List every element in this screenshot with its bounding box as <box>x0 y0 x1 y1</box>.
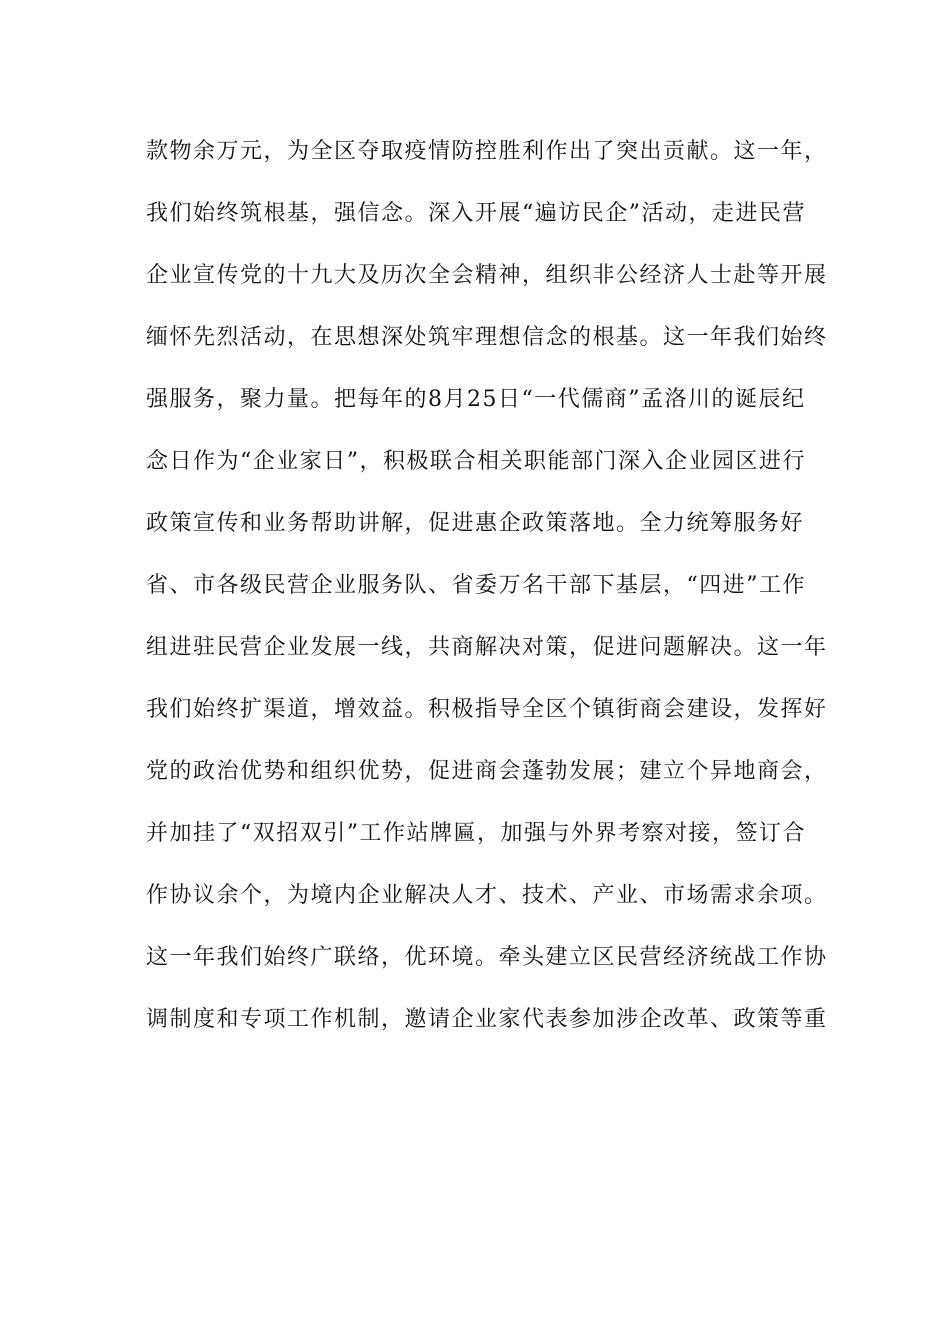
text-line: 调制度和专项工作机制，邀请企业家代表参加涉企改革、政策等重 <box>146 1007 828 1032</box>
text-line: 缅怀先烈活动，在思想深处筑牢理想信念的根基。这一年我们始终 <box>146 325 828 350</box>
text-line: 我们始终筑根基，强信念。深入开展“遍访民企”活动，走进民营 <box>146 201 806 226</box>
text-line: 政策宣传和业务帮助讲解，促进惠企政策落地。全力统筹服务好 <box>146 511 805 536</box>
text-line: 这一年我们始终广联络，优环境。牵头建立区民营经济统战工作协 <box>146 945 828 970</box>
text-line: 念日作为“企业家日”，积极联合相关职能部门深入企业园区进行 <box>146 449 806 474</box>
text-line: 并加挂了“双招双引”工作站牌匾，加强与外界考察对接，签订合 <box>146 821 806 846</box>
text-line: 作协议余个，为境内企业解决人才、技术、产业、市场需求余项。 <box>146 883 828 908</box>
text-line: 款物余万元，为全区夺取疫情防控胜利作出了突出贡献。这一年， <box>146 139 828 164</box>
text-line: 我们始终扩渠道，增效益。积极指导全区个镇街商会建设，发挥好 <box>146 697 828 722</box>
body-text <box>146 131 828 1061</box>
text-line: 企业宣传党的十九大及历次全会精神，组织非公经济人士赴等开展 <box>146 263 828 288</box>
text-line: 省、市各级民营企业服务队、省委万名干部下基层，“四进”工作 <box>146 573 806 598</box>
text-line: 强服务，聚力量。把每年的8月25日“一代儒商”孟洛川的诞辰纪 <box>146 387 806 412</box>
text-line: 党的政治优势和组织优势，促进商会蓬勃发展；建立个异地商会， <box>146 759 828 784</box>
text-line: 组进驻民营企业发展一线，共商解决对策，促进问题解决。这一年 <box>146 635 828 660</box>
